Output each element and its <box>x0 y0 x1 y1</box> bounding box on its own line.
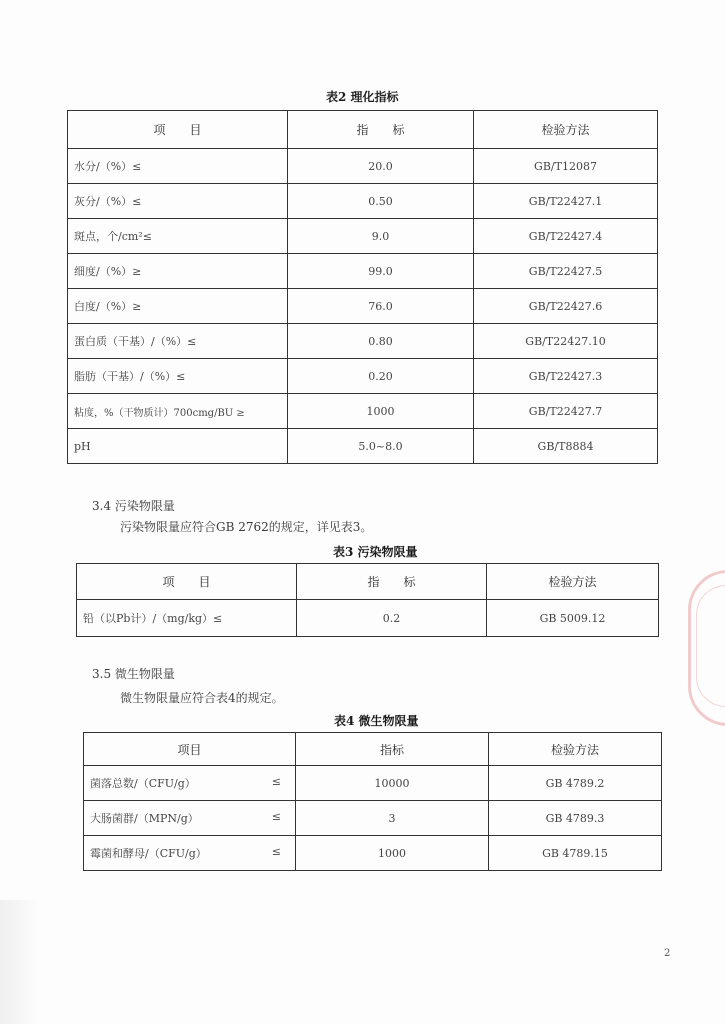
table3-caption: 表3 污染物限量 <box>333 545 418 559</box>
table2-header-value: 指 标 <box>288 111 474 149</box>
table4-item: 菌落总数/（CFU/g） <box>90 777 196 790</box>
table2-item: 斑点，个/cm²≤ <box>68 219 288 254</box>
table-row <box>68 289 658 324</box>
table-row <box>68 219 658 254</box>
table3-item: 铅（以Pb计）/（mg/kg）≤ <box>77 600 297 637</box>
table2-value: 0.50 <box>288 184 474 219</box>
table3-header-row <box>77 564 659 600</box>
table4-header-item: 项目 <box>84 733 296 766</box>
table2-header-method: 检验方法 <box>474 111 658 149</box>
table3-method: GB 5009.12 <box>487 600 659 637</box>
table4-item-cell <box>84 836 296 871</box>
table2-method: GB/T22427.10 <box>474 324 658 359</box>
table-row <box>84 766 662 801</box>
table2-method: GB/T22427.1 <box>474 184 658 219</box>
table2-value: 99.0 <box>288 254 474 289</box>
table4-header-row <box>84 733 662 766</box>
table-row <box>68 359 658 394</box>
table3-value: 0.2 <box>297 600 487 637</box>
table2-method: GB/T22427.3 <box>474 359 658 394</box>
page-number: 2 <box>664 948 671 959</box>
table-row <box>77 600 659 637</box>
table2-method: GB/T12087 <box>474 149 658 184</box>
table4-limit-symbol: ≤ <box>271 845 281 858</box>
table-row <box>68 429 658 464</box>
table4-limit-symbol: ≤ <box>271 810 281 823</box>
table4-item: 霉菌和酵母/（CFU/g） <box>90 847 207 860</box>
table4-method: GB 4789.15 <box>489 836 662 871</box>
table-row <box>68 324 658 359</box>
table4-value: 3 <box>296 801 489 836</box>
section-3-4-text: 污染物限量应符合GB 2762的规定，详见表3。 <box>120 520 373 534</box>
table2-value: 0.80 <box>288 324 474 359</box>
section-3-5-text: 微生物限量应符合表4的规定。 <box>120 691 284 705</box>
table2-value: 76.0 <box>288 289 474 324</box>
table2-method: GB/T22427.6 <box>474 289 658 324</box>
table-row <box>84 801 662 836</box>
table2-item: 灰分/（%）≤ <box>68 184 288 219</box>
table2-method: GB/T22427.7 <box>474 394 658 429</box>
table2-value: 0.20 <box>288 359 474 394</box>
red-seal-stamp-inner <box>696 585 725 707</box>
table4-header-value: 指标 <box>296 733 489 766</box>
table2-item: 水分/（%）≤ <box>68 149 288 184</box>
table2-value: 9.0 <box>288 219 474 254</box>
table2-caption: 表2 理化指标 <box>326 90 399 104</box>
table2-method: GB/T22427.4 <box>474 219 658 254</box>
table2-item: 粘度，%（干物质计）700cmg/BU ≥ <box>68 394 288 429</box>
section-3-5-heading: 3.5 微生物限量 <box>92 667 175 681</box>
table2-value: 5.0~8.0 <box>288 429 474 464</box>
table-row <box>84 836 662 871</box>
table3-header-item: 项 目 <box>77 564 297 600</box>
table2-item: pH <box>68 429 288 464</box>
table4-value: 10000 <box>296 766 489 801</box>
table4-header-method: 检验方法 <box>489 733 662 766</box>
table2-value: 20.0 <box>288 149 474 184</box>
table4 <box>83 732 662 871</box>
table2-header-row <box>68 111 658 149</box>
table2 <box>67 110 658 464</box>
table4-value: 1000 <box>296 836 489 871</box>
table-row <box>68 394 658 429</box>
table2-value: 1000 <box>288 394 474 429</box>
table2-method: GB/T22427.5 <box>474 254 658 289</box>
table4-item-cell <box>84 801 296 836</box>
scan-shadow <box>0 900 40 1024</box>
section-3-4-heading: 3.4 污染物限量 <box>92 499 175 513</box>
table2-item: 白度/（%）≥ <box>68 289 288 324</box>
table3-header-value: 指 标 <box>297 564 487 600</box>
table4-item: 大肠菌群/（MPN/g） <box>90 812 199 825</box>
table2-item: 脂肪（干基）/（%）≤ <box>68 359 288 394</box>
table2-header-item: 项 目 <box>68 111 288 149</box>
table2-item: 细度/（%）≥ <box>68 254 288 289</box>
table2-item: 蛋白质（干基）/（%）≤ <box>68 324 288 359</box>
table3 <box>76 563 659 637</box>
table4-caption: 表4 微生物限量 <box>334 714 419 728</box>
table4-method: GB 4789.2 <box>489 766 662 801</box>
table4-limit-symbol: ≤ <box>271 775 281 788</box>
table-row <box>68 184 658 219</box>
table3-header-method: 检验方法 <box>487 564 659 600</box>
table-row <box>68 149 658 184</box>
table-row <box>68 254 658 289</box>
table4-item-cell <box>84 766 296 801</box>
table4-method: GB 4789.3 <box>489 801 662 836</box>
table2-method: GB/T8884 <box>474 429 658 464</box>
